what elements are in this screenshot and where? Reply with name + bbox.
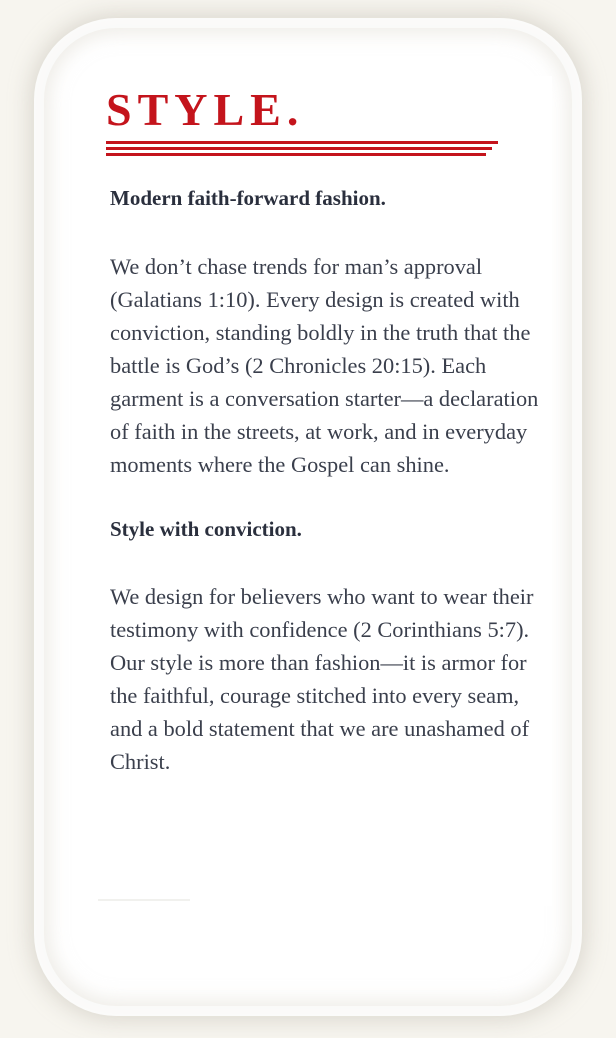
section-body: We don’t chase trends for man’s approval (Galatians 1:10). Every design is created with conviction, standing boldly in the truth that the battle is God’s (2 Chronicles 20:15). Each garment is a conversation starter—a declaration of faith in the streets, at work, and in everyday moments where the Gospel can shine. <box>110 254 539 477</box>
section-heading: Style with conviction. <box>110 517 302 541</box>
section-2-body-block <box>110 580 550 778</box>
title-underline-rules <box>106 140 498 158</box>
section-1-body-block <box>110 250 550 481</box>
section-body: We design for believers who want to wear their testimony with confidence (2 Corinthians 5:7). Our style is more than fashion—it is armor for the faithful, courage stitched into every seam, and a bold statement that we are unashamed of Christ. <box>110 584 534 774</box>
underline-rule-2 <box>106 147 492 150</box>
page-title: STYLE. <box>106 84 305 135</box>
section-heading: Modern faith-forward fashion. <box>110 186 386 210</box>
section-2-heading-block <box>110 515 550 543</box>
section-1-heading-block <box>110 184 550 212</box>
underline-rule-3 <box>106 153 486 156</box>
underline-rule-1 <box>106 141 498 144</box>
divider <box>98 899 190 901</box>
